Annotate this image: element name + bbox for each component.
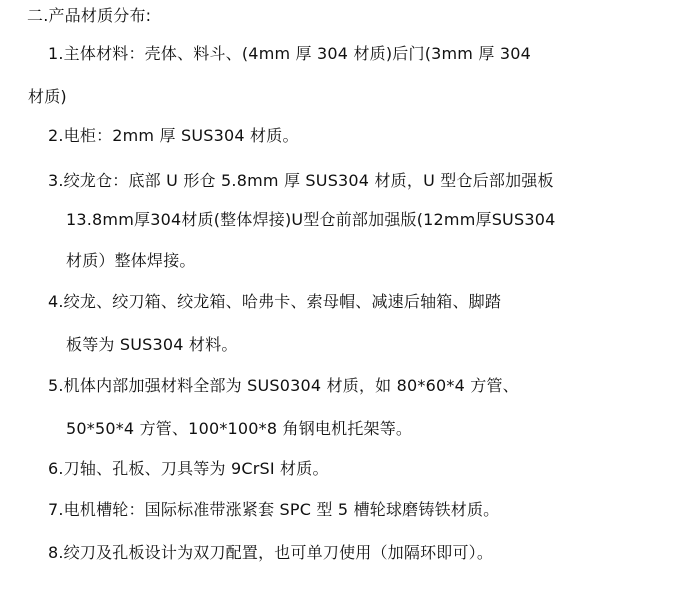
list-item-3-line-2: 13.8mm厚304材质(整体焊接)U型仓前部加强版(12mm厚SUS304 [66, 210, 556, 229]
list-item-1-line-1: 1.主体材料：壳体、料斗、(4mm 厚 304 材质)后门(3mm 厚 304 [48, 44, 532, 63]
list-item-6-line-1: 6.刀轴、孔板、刀具等为 9CrSI 材质。 [48, 459, 329, 478]
list-item-3-line-1: 3.绞龙仓：底部 U 形仓 5.8mm 厚 SUS304 材质，U 型仓后部加强板 [48, 171, 554, 190]
list-item-5-line-2: 50*50*4 方管、100*100*8 角钢电机托架等。 [66, 419, 413, 438]
list-item-7-line-1: 7.电机槽轮：国际标准带涨紧套 SPC 型 5 槽轮球磨铸铁材质。 [48, 500, 500, 519]
list-item-4-line-1: 4.绞龙、绞刀箱、绞龙箱、哈弗卡、索母帽、减速后轴箱、脚踏 [48, 292, 502, 311]
list-item-5-line-1: 5.机体内部加强材料全部为 SUS0304 材质，如 80*60*4 方管、 [48, 376, 519, 395]
list-item-3-line-3: 材质）整体焊接。 [66, 251, 196, 270]
list-item-8-line-1: 8.绞刀及孔板设计为双刀配置，也可单刀使用（加隔环即可）。 [48, 543, 494, 562]
list-item-1-line-2: 材质) [28, 87, 67, 106]
section-heading: 二.产品材质分布: [27, 6, 152, 25]
list-item-4-line-2: 板等为 SUS304 材料。 [66, 335, 238, 354]
list-item-2-line-1: 2.电柜：2mm 厚 SUS304 材质。 [48, 126, 299, 145]
